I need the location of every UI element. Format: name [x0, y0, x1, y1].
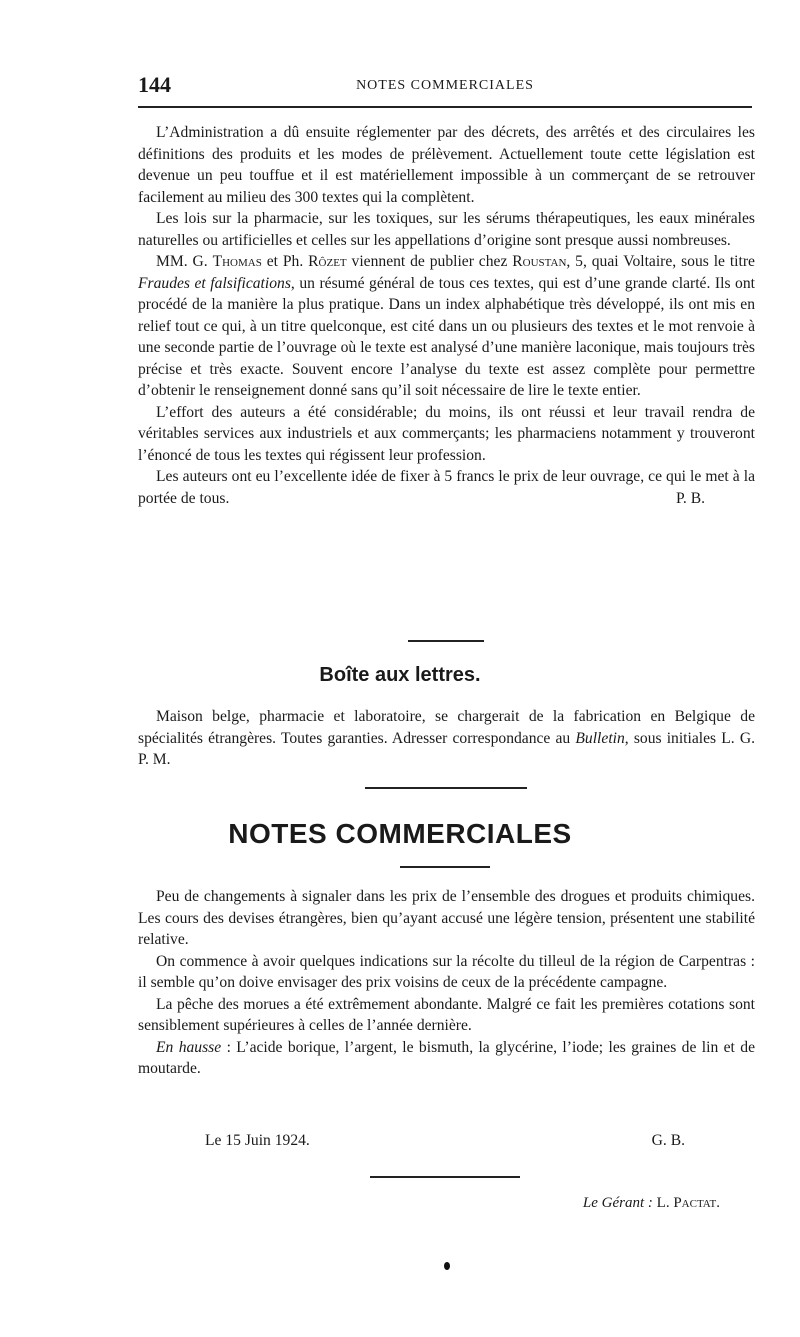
- journal-title: Bulletin: [575, 729, 625, 747]
- author-name: Rôzet: [308, 253, 347, 270]
- publisher-name: Roustan: [512, 253, 567, 270]
- paragraph: On commence à avoir quelques indications sur la récolte du tilleul de la région de Carpentras : il semble qu’on doive envisager des prix voisins de ceux de la précédente campagne.: [138, 952, 755, 991]
- paragraph: Les lois sur la pharmacie, sur les toxiques, sur les sérums thérapeutiques, les eaux minérales naturelles ou artificielles et celles sur les appellations d’origine sont presque aussi nombreuses.: [138, 210, 755, 249]
- page-header: [138, 72, 752, 102]
- text-span: viennent de publier chez: [351, 253, 508, 270]
- paragraph: [138, 1037, 755, 1080]
- section-heading-large: NOTES COMMERCIALES: [228, 818, 572, 849]
- text-span: Les auteurs ont eu l’excellente idée de fixer à 5 francs le prix de leur ouvrage, ce qui le met à la portée de tous.: [138, 468, 755, 507]
- signature: G. B.: [651, 1132, 685, 1149]
- label-italic: En hausse: [156, 1038, 222, 1056]
- book-title: Fraudes et falsifications: [138, 274, 291, 292]
- text-span: Maison belge, pharmacie et laboratoire, se chargerait de la fabrication en Belgique de spécialités étrangères. Toutes garanties. Adresser correspondance au: [138, 708, 755, 747]
- running-title: NOTES COMMERCIALES: [356, 78, 534, 93]
- text-span: , sous initiales L. G. P. M.: [138, 729, 755, 768]
- signature: P. B.: [675, 489, 705, 507]
- section-heading: Boîte aux lettres.: [319, 664, 481, 686]
- gerant-name: L. Pactat.: [656, 1195, 720, 1211]
- paragraph: Peu de changements à signaler dans les prix de l’ensemble des drogues et produits chimiques. Les cours des devises étrangères, bien qu’ayant accusé une légère tension, présentent une stabilité relative.: [138, 888, 755, 948]
- separator-rule: [400, 866, 490, 868]
- paragraph: [138, 466, 755, 509]
- paragraph: L’Administration a dû ensuite réglementer par des décrets, des arrêtés et des circulaires les définitions des produits et les modes de prélèvement. Actuellement toute cette législation est devenue un peu touffue et il est matériellement impossible à un commerçant de se retrouver facilement au milieu des 300 textes qui la complètent.: [138, 124, 755, 206]
- article-review: [138, 122, 755, 509]
- gerant-label: Le Gérant :: [582, 1195, 653, 1211]
- ink-blot: [444, 1262, 450, 1270]
- paragraph: L’effort des auteurs a été considérable; du moins, ils ont réussi et leur travail rendra de véritables services aux industriels et aux commerçants; les pharmaciens notamment y trouveront l’énoncé de tous les textes qui régissent leur profession.: [138, 403, 755, 464]
- separator-rule: [370, 1176, 520, 1178]
- separator-rule: [365, 787, 527, 789]
- page-number: 144: [138, 72, 171, 97]
- notes-commerciales: [138, 886, 755, 1080]
- text-span: : L’acide borique, l’argent, le bismuth, la glycérine, l’iode; les graines de lin et de moutarde.: [138, 1038, 756, 1077]
- date: Le 15 Juin 1924.: [205, 1132, 310, 1149]
- header-rule: [138, 106, 752, 108]
- boite-aux-lettres: [138, 706, 755, 771]
- separator-rule: [408, 640, 484, 642]
- paragraph: [138, 706, 755, 771]
- text-span: et Ph.: [266, 253, 304, 270]
- author-name: Thomas: [212, 253, 262, 270]
- text-span: , 5, quai Voltaire, sous le titre: [566, 253, 755, 270]
- paragraph: La pêche des morues a été extrêmement abondante. Malgré ce fait les premières cotations sont sensiblement supérieures à celles de l’année dernière.: [138, 995, 755, 1034]
- text-span: , un résumé général de tous ces textes, qui est d’une grande clarté. Ils ont procédé de la manière la plus pratique. Dans un index alphabétique très développé, ils ont mis en relief tout ce qui, à un titre quelconque, est cité dans un ou plusieurs des textes et le mot renvoie à une seconde partie de l’ouvrage où le texte est analysé d’une manière laconique, mais toujours très précise et très exacte. Souvent encore l’analyse du texte est assez complète pour permettre d’obtenir le renseignement donné sans qu’il soit nécessaire de lire le texte entier.: [138, 274, 755, 399]
- gerant-line: [583, 1195, 720, 1212]
- text-span: MM. G.: [156, 253, 208, 270]
- paragraph: [138, 251, 755, 402]
